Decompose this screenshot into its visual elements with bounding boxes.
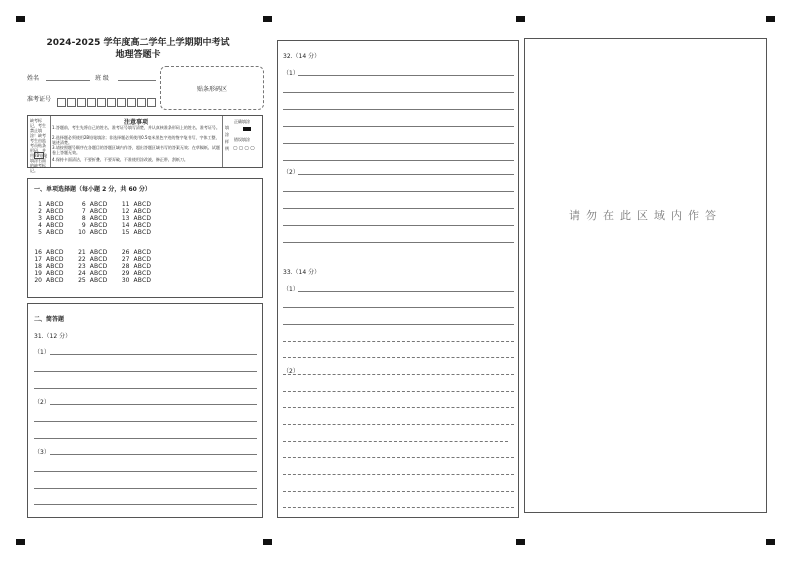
answer-column-middle (277, 40, 519, 518)
correct-fill-label: 正确填涂 (234, 119, 250, 124)
fill-example-title: 填涂样例 (225, 125, 229, 151)
registration-mark (16, 16, 25, 22)
answer-line[interactable] (283, 507, 514, 508)
answer-line[interactable] (50, 404, 257, 405)
mcq-row: 20 ABCD 25 ABCD 30 ABCD (34, 277, 152, 284)
exam-title: 2024-2025 学年度高二学年上学期期中考试 (46, 38, 230, 48)
barcode-label: 贴条形码区 (196, 85, 227, 93)
mcq-row: 2 ABCD 7 ABCD 12 ABCD (38, 208, 152, 215)
notice-item: 4.保持卡面清洁，不要折叠、不要弄破、不准使用涂改液、修正带、刮纸刀。 (52, 157, 188, 162)
q32-sub1-label: （1） (283, 70, 299, 77)
short-answer-section (27, 303, 263, 518)
answer-line[interactable] (34, 388, 257, 389)
registration-mark (766, 539, 775, 545)
answer-line[interactable] (283, 92, 514, 93)
answer-line[interactable] (283, 307, 514, 308)
answer-line[interactable] (298, 174, 514, 175)
q33-sub2-label: （2） (283, 368, 299, 375)
answer-line[interactable] (283, 474, 514, 475)
mcq-row: 4 ABCD 9 ABCD 14 ABCD (38, 222, 152, 229)
question-32-label: 32.（14 分） (283, 53, 321, 60)
answer-line[interactable] (283, 324, 514, 325)
no-answer-area (524, 38, 767, 513)
answer-line[interactable] (34, 504, 257, 505)
mcq-row: 16 ABCD 21 ABCD 26 ABCD (34, 249, 152, 256)
q31-sub2-label: （2） (34, 399, 50, 406)
class-field[interactable] (118, 80, 156, 81)
mcq-row: 1 ABCD 6 ABCD 11 ABCD (38, 201, 152, 208)
mcq-block-1 (34, 201, 151, 236)
section1-title: 一、单项选择题（每小题 2 分，共 60 分） (34, 186, 151, 193)
name-field[interactable] (46, 80, 90, 81)
answer-line[interactable] (283, 491, 514, 492)
single-choice-section (27, 178, 263, 298)
mcq-block-2 (34, 249, 151, 284)
answer-line[interactable] (283, 341, 514, 342)
exam-subtitle: 地理答题卡 (115, 50, 161, 60)
registration-mark (263, 16, 272, 22)
registration-mark (263, 539, 272, 545)
notice-item: 3.请按照题号顺序在各题目的答题区域内作答，超出答题区域书写的答案无效；在草稿纸、试题卷上答题无效。 (52, 145, 220, 155)
mcq-row: 18 ABCD 23 ABCD 28 ABCD (34, 263, 152, 270)
question-31-label: 31.（12 分） (34, 333, 72, 340)
answer-line[interactable] (283, 457, 514, 458)
class-label: 班 级 (95, 75, 109, 82)
answer-line[interactable] (283, 208, 514, 209)
answer-line[interactable] (283, 357, 514, 358)
answer-line[interactable] (298, 75, 514, 76)
notice-item: 2.选择题必须使用2B铅笔填涂；非选择题必须使用0.5毫米黑色字迹的签字笔书写，字体工整，笔迹清楚。 (52, 135, 220, 145)
answer-line[interactable] (283, 424, 514, 425)
answer-line[interactable] (34, 421, 257, 422)
answer-line[interactable] (283, 126, 514, 127)
answer-line[interactable] (283, 242, 514, 243)
registration-mark (516, 16, 525, 22)
registration-mark (16, 539, 25, 545)
barcode-area (160, 66, 264, 110)
mcq-row: 3 ABCD 8 ABCD 13 ABCD (38, 215, 152, 222)
wrong-fill-label: 错误填涂 (234, 137, 250, 142)
q31-sub1-label: （1） (34, 349, 50, 356)
answer-line[interactable] (283, 191, 514, 192)
name-label: 姓名 (27, 75, 40, 82)
mcq-row: 17 ABCD 22 ABCD 27 ABCD (34, 256, 152, 263)
answer-line[interactable] (283, 391, 514, 392)
answer-line[interactable] (50, 354, 257, 355)
absent-notice: 缺考标记，考生禁止填涂！缺考考生由监考员贴条形码，并用2B铅笔填涂右面的缺考标记。 (30, 118, 48, 173)
wrong-fill-example: ◯ ◯ ◯ ◯ (233, 145, 255, 150)
answer-line[interactable] (298, 291, 514, 292)
notice-box (27, 115, 263, 173)
no-answer-text: 请勿在此区域内作答 (569, 209, 722, 222)
answer-line[interactable] (34, 471, 257, 472)
q32-sub2-label: （2） (283, 169, 299, 176)
answer-line[interactable] (283, 225, 514, 226)
answer-line[interactable] (283, 109, 514, 110)
q31-sub3-label: （3） (34, 449, 50, 456)
answer-line[interactable] (34, 488, 257, 489)
answer-line[interactable] (34, 371, 257, 372)
section2-title: 二、简答题 (34, 316, 65, 323)
mcq-row: 19 ABCD 24 ABCD 29 ABCD (34, 270, 152, 277)
answer-line[interactable] (50, 454, 257, 455)
correct-fill-example (243, 127, 251, 131)
exam-id-grid[interactable] (57, 92, 157, 111)
notice-title: 注意事项 (123, 119, 148, 126)
exam-id-label: 准考证号 (27, 96, 52, 103)
answer-line[interactable] (283, 160, 514, 161)
mcq-row: 5 ABCD 10 ABCD 15 ABCD (38, 229, 152, 236)
registration-mark (516, 539, 525, 545)
q33-sub1-label: （1） (283, 286, 299, 293)
answer-line[interactable] (283, 374, 514, 375)
answer-line[interactable] (283, 143, 514, 144)
answer-line[interactable] (283, 407, 514, 408)
answer-line[interactable] (34, 438, 257, 439)
notice-item: 1.答题前，考生先将自己的姓名、准考证号填写清楚，并认真核准条形码上的姓名、准考证号。 (52, 125, 220, 130)
registration-mark (766, 16, 775, 22)
answer-line[interactable] (283, 441, 508, 442)
question-33-label: 33.（14 分） (283, 269, 321, 276)
absent-mark-box[interactable] (34, 152, 44, 159)
